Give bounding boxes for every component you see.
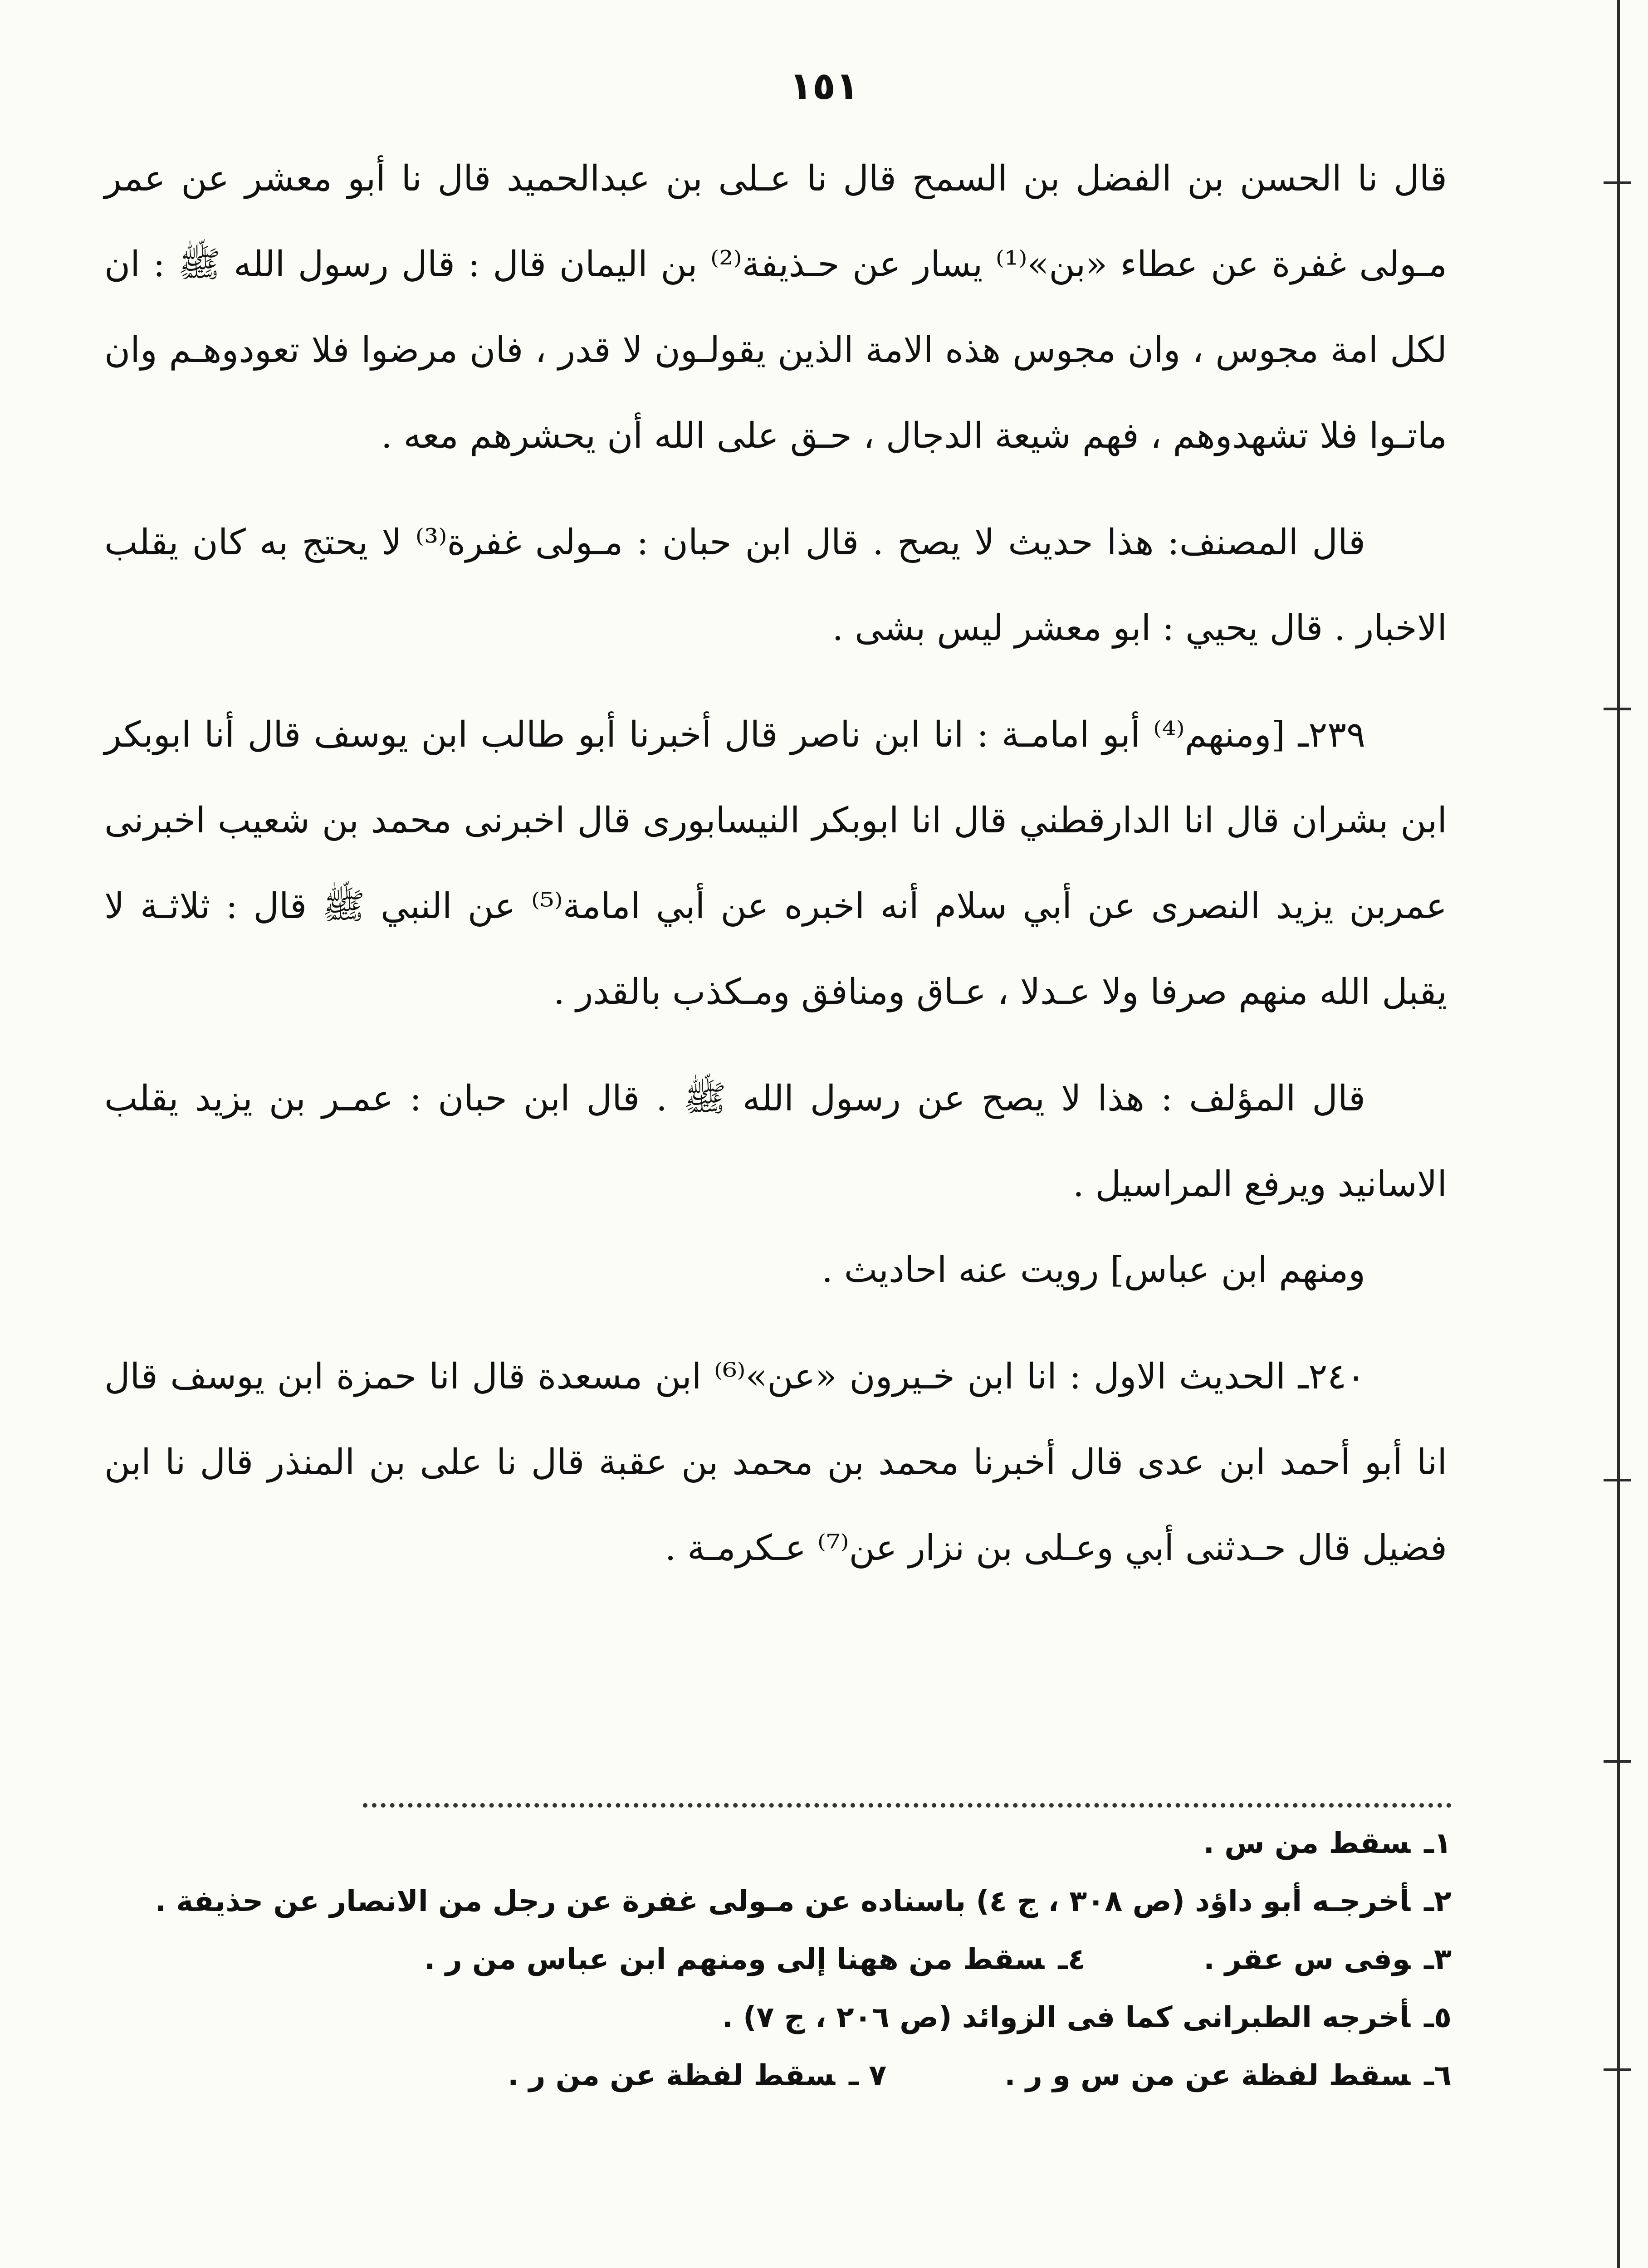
footnote-number: ٥ـ (1424, 2001, 1452, 2034)
footnote-number: ٧ ـ (849, 2059, 887, 2092)
footnote-number: ٦ـ (1424, 2059, 1452, 2092)
footnote-1 (109, 1814, 1452, 1872)
margin-tick (1604, 1760, 1631, 1763)
page-number: ١٥١ (789, 64, 859, 108)
footnote-text: وفى س عقر . (1203, 1943, 1411, 1976)
footnote-3-4 (109, 1931, 1452, 1989)
margin-tick (1604, 181, 1631, 184)
margin-tick (1604, 708, 1631, 710)
footnote-text: سقط من س . (1203, 1827, 1411, 1860)
footnote-7 (508, 2047, 886, 2105)
margin-tick (1604, 2068, 1631, 2071)
footnote-number: ٤ـ (1058, 1943, 1086, 1976)
footnote-4 (424, 1931, 1086, 1989)
footnote-number: ٣ـ (1424, 1943, 1452, 1976)
footnote-2 (109, 1872, 1452, 1931)
footnote-separator (363, 1803, 1452, 1808)
footnote-text: سقط لفظة عن من س و ر . (1004, 2059, 1411, 2092)
footnote-number: ١ـ (1424, 1827, 1452, 1860)
binding-margin-line (1617, 0, 1620, 2268)
footnote-number: ٢ـ (1424, 1885, 1452, 1918)
paragraph-ibn-abbas: ومنهم ابن عباس] رويت عنه احاديث . (822, 1250, 1365, 1290)
footnote-text: أخرجـه أبو داؤد (ص ٣٠٨ ، ج ٤) باسناده عن مـولى غفرة عن رجل من الانصار عن حذيفة . (155, 1885, 1411, 1918)
footnote-text: سقط من ههنا إلى ومنهم ابن عباس من ر . (424, 1943, 1045, 1976)
footnotes (109, 1814, 1452, 2105)
footnote-text: سقط لفظة عن من ر . (508, 2059, 836, 2092)
footnote-6-7 (109, 2047, 1452, 2105)
footnote-5 (109, 1989, 1452, 2047)
margin-tick (1604, 1479, 1631, 1481)
footnote-3 (1203, 1931, 1452, 1989)
footnote-text: أخرجه الطبرانى كما فى الزوائد (ص ٢٠٦ ، ج ٧) . (722, 2001, 1411, 2034)
paragraph-hadith-239: ٢٣٩ـ [ومنهم⁽⁴⁾ أبو امامـة : انا ابن ناصر قال أخبرنا أبو طالب ابن يوسف قال أنا ابوبكر ابن بشران قال انا الدارقطني قال انا ابوبكر النيسابورى قال اخبرنى محمد بن شعيب اخبرنى عمربن يزيد النصرى عن أبي سلام أنه اخبره عن أبي امامة⁽⁵⁾ عن النبي ﷺ قال : ثلاثـة لا يقبل الله منهم صرفا ولا عـدلا ، عـاق ومنافق ومـكذب بالقدر . (104, 714, 1447, 1012)
paragraph-author-note: قال المؤلف : هذا لا يصح عن رسول الله ﷺ . قال ابن حبان : عمـر بن يزيد يقلب الاسانيد ويرفع المراسيل . (104, 1078, 1447, 1205)
paragraph-hadith-intro: قال نا الحسن بن الفضل بن السمح قال نا عـلى بن عبدالحميد قال نا أبو معشر عن عمر مـولى غفرة عن عطاء «بن»⁽¹⁾ يسار عن حـذيفة⁽²⁾ بن اليمان قال : قال رسول الله ﷺ : ان لكل امة مجوس ، وان مجوس هذه الامة الذين يقولـون لا قدر ، فان مرضوا فلا تعودوهـم وان ماتـوا فلا تشهدوهم ، فهم شيعة الدجال ، حـق على الله أن يحشرهم معه . (104, 158, 1448, 456)
footnote-6 (1004, 2047, 1452, 2105)
paragraph-hadith-240: ٢٤٠ـ الحديث الاول : انا ابن خـيرون «عن»⁽⁶⁾ ابن مسعدة قال انا حمزة ابن يوسف قال انا أبو أحمد ابن عدى قال أخبرنا محمد بن محمد بن عقبة قال نا على بن المنذر قال نا ابن فضيل قال حـدثنى أبي وعـلى بن نزار عن⁽⁷⁾ عـكرمـة . (104, 1356, 1447, 1569)
paragraph-author-comment: قال المصنف: هذا حديث لا يصح . قال ابن حبان : مـولى غفرة⁽³⁾ لا يحتج به كان يقلب الاخبار . قال يحيي : ابو معشر ليس بشى . (104, 522, 1447, 649)
main-text (104, 136, 1447, 1591)
